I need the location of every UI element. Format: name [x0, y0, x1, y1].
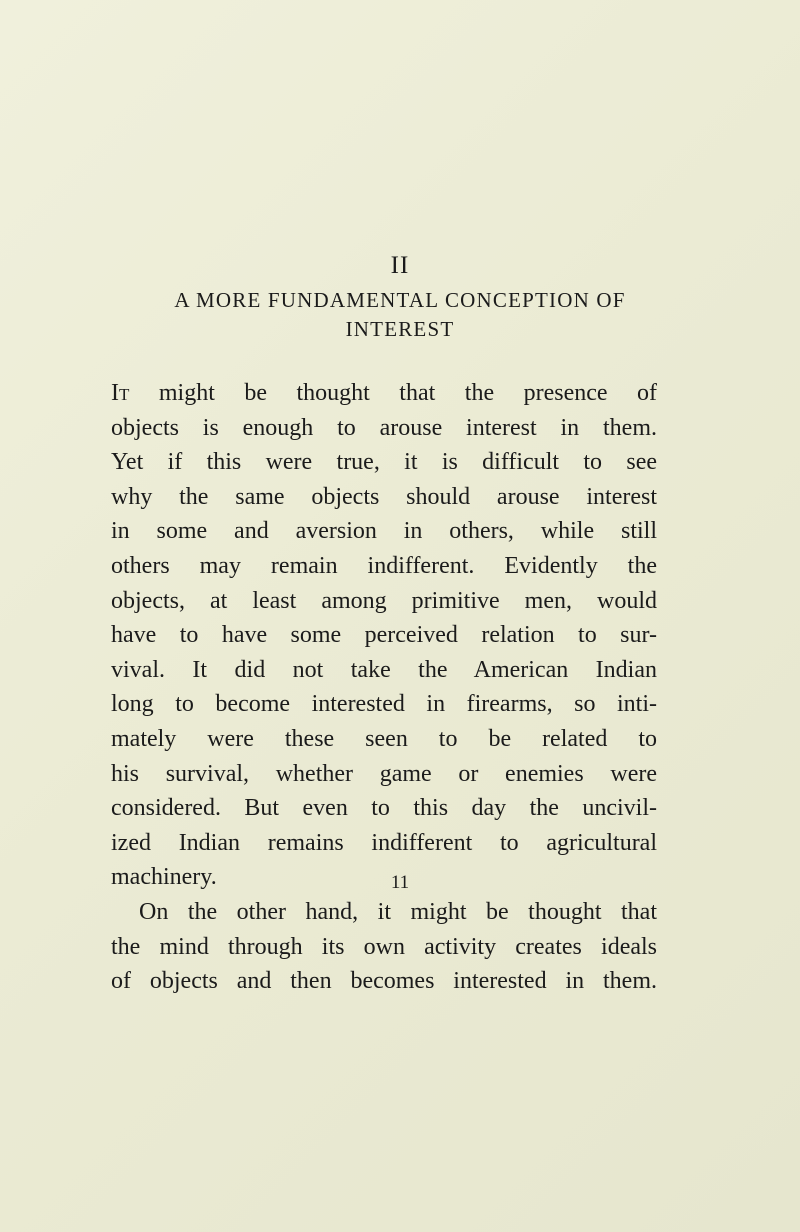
text-line-16: On the other hand, it might be thought that	[139, 898, 657, 925]
text-line-2: objects is enough to arouse interest in them.	[111, 414, 657, 441]
text-line-17: the mind through its own activity creates ideals	[111, 933, 657, 960]
text-line-1: It might be thought that the presence of	[111, 380, 657, 406]
chapter-number: II	[390, 252, 410, 279]
chapter-title-line-1: A MORE FUNDAMENTAL CONCEPTION OF	[174, 288, 626, 312]
text-line-11: mately were these seen to be related to	[111, 725, 657, 752]
text-line-18: of objects and then becomes interested in them.	[111, 968, 657, 995]
text-line-8: have to have some perceived relation to sur-	[111, 622, 657, 649]
text-line-3: Yet if this were true, it is difficult to see	[111, 449, 657, 476]
text-line-5: in some and aversion in others, while still	[111, 518, 657, 545]
text-line-4: why the same objects should arouse interest	[111, 483, 657, 510]
text-line-12: his survival, whether game or enemies were	[111, 760, 657, 787]
text-line-15: machinery.	[111, 864, 217, 891]
chapter-title-line-2: INTEREST	[345, 317, 455, 341]
text-line-6: others may remain indifferent. Evidently the	[111, 552, 657, 579]
page-number: 11	[390, 872, 410, 893]
drop-word: It	[111, 380, 130, 406]
text-line-9: vival. It did not take the American Indian	[111, 656, 657, 683]
chapter-title	[130, 286, 670, 344]
text-line-14: ized Indian remains indifferent to agricultural	[111, 829, 657, 856]
text-line-7: objects, at least among primitive men, would	[111, 587, 657, 614]
text-line-10: long to become interested in firearms, so inti-	[111, 691, 657, 718]
text-line-13: considered. But even to this day the uncivil-	[111, 795, 657, 822]
body-text	[111, 376, 657, 999]
